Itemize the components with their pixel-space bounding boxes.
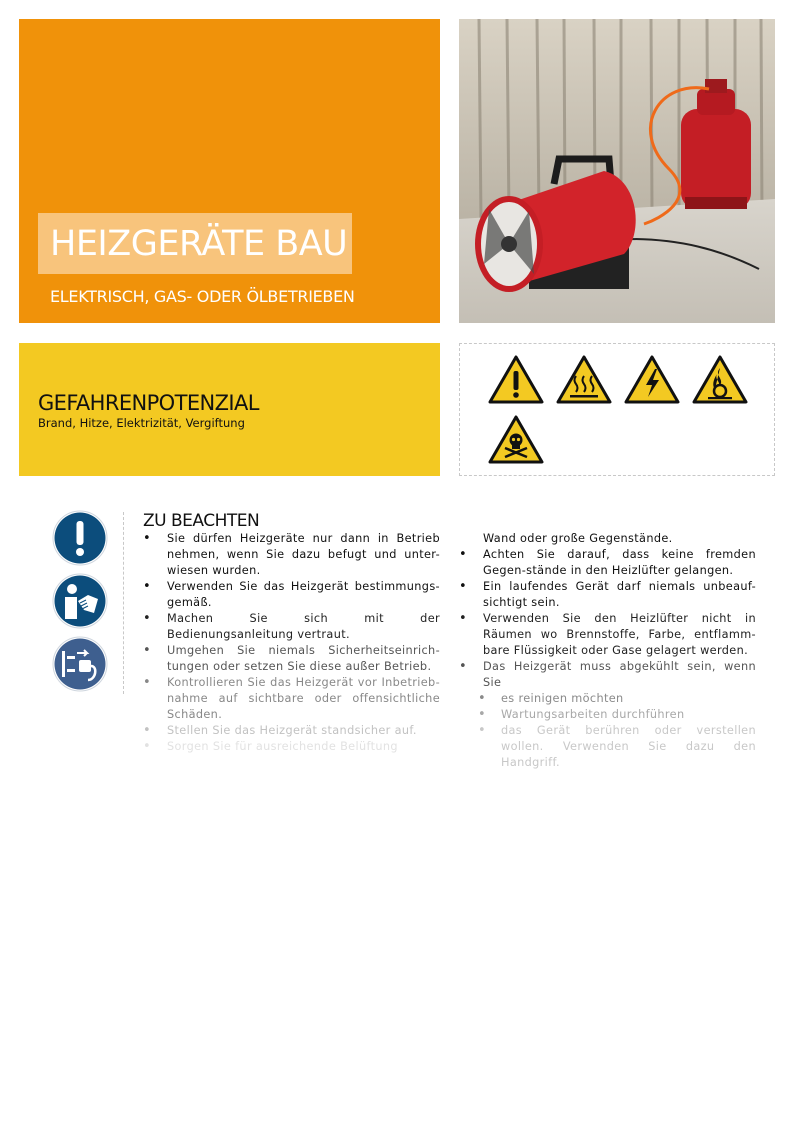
disconnect-plug-icon	[52, 636, 108, 692]
list-item: • Sie dürfen Heizgeräte nur dann in Betrieb nehmen, wenn Sie dazu befugt und unter-wiesen wurden.	[143, 531, 440, 579]
list-item: • Machen Sie sich mit der Bedienungsanleitung vertraut.	[143, 611, 440, 643]
toxic-icon	[487, 414, 545, 466]
list-item: • Stellen Sie das Heizgerät standsicher auf.	[143, 723, 440, 739]
list-item: • Das Heizgerät muss abgekühlt sein, wenn Sie	[459, 659, 756, 691]
notes-column-left	[143, 531, 440, 755]
read-manual-icon	[52, 573, 108, 629]
page-subtitle: ELEKTRISCH, GAS- ODER ÖLBETRIEBEN	[50, 287, 355, 306]
sub-list-item: • Wartungsarbeiten durchführen	[459, 707, 756, 723]
general-warning-icon	[487, 354, 545, 406]
title-panel	[19, 19, 440, 323]
hazard-list: Brand, Hitze, Elektrizität, Vergiftung	[38, 416, 245, 430]
general-mandatory-icon	[52, 510, 108, 566]
column-divider	[123, 512, 124, 694]
list-item: • Umgehen Sie niemals Sicherheitseinrich-tungen oder setzen Sie diese außer Betrieb.	[143, 643, 440, 675]
oxidizing-icon	[691, 354, 749, 406]
list-item-continuation: Wand oder große Gegenstände.	[483, 532, 673, 545]
page-title: HEIZGERÄTE BAU	[50, 224, 348, 264]
list-item: • Ein laufendes Gerät darf niemals unbeauf-sichtigt sein.	[459, 579, 756, 611]
warning-signs-box	[459, 343, 775, 476]
notes-column-right	[459, 531, 756, 771]
hazard-title: GEFAHRENPOTENZIAL	[38, 391, 259, 415]
list-item: • Kontrollieren Sie das Heizgerät vor Inbetrieb-nahme auf sichtbare oder offensichtliche Schäden.	[143, 675, 440, 723]
hot-surface-icon	[555, 354, 613, 406]
heater-photo	[459, 19, 775, 323]
sub-list-item: • es reinigen möchten	[459, 691, 756, 707]
list-item: • Sorgen Sie für ausreichende Belüftung	[143, 739, 440, 755]
notes-title: ZU BEACHTEN	[143, 511, 260, 531]
electricity-icon	[623, 354, 681, 406]
list-item: • Verwenden Sie den Heizlüfter nicht in Räumen wo Brennstoffe, Farbe, entflamm-bare Flüssigkeit oder Gase gelagert werden.	[459, 611, 756, 659]
list-item: • Verwenden Sie das Heizgerät bestimmungs-gemäß.	[143, 579, 440, 611]
list-item: • Achten Sie darauf, dass keine fremden Gegen-stände in den Heizlüfter gelangen.	[459, 547, 756, 579]
sub-list-item: • das Gerät berühren oder verstellen wollen. Verwenden Sie dazu den Handgriff.	[459, 723, 756, 771]
